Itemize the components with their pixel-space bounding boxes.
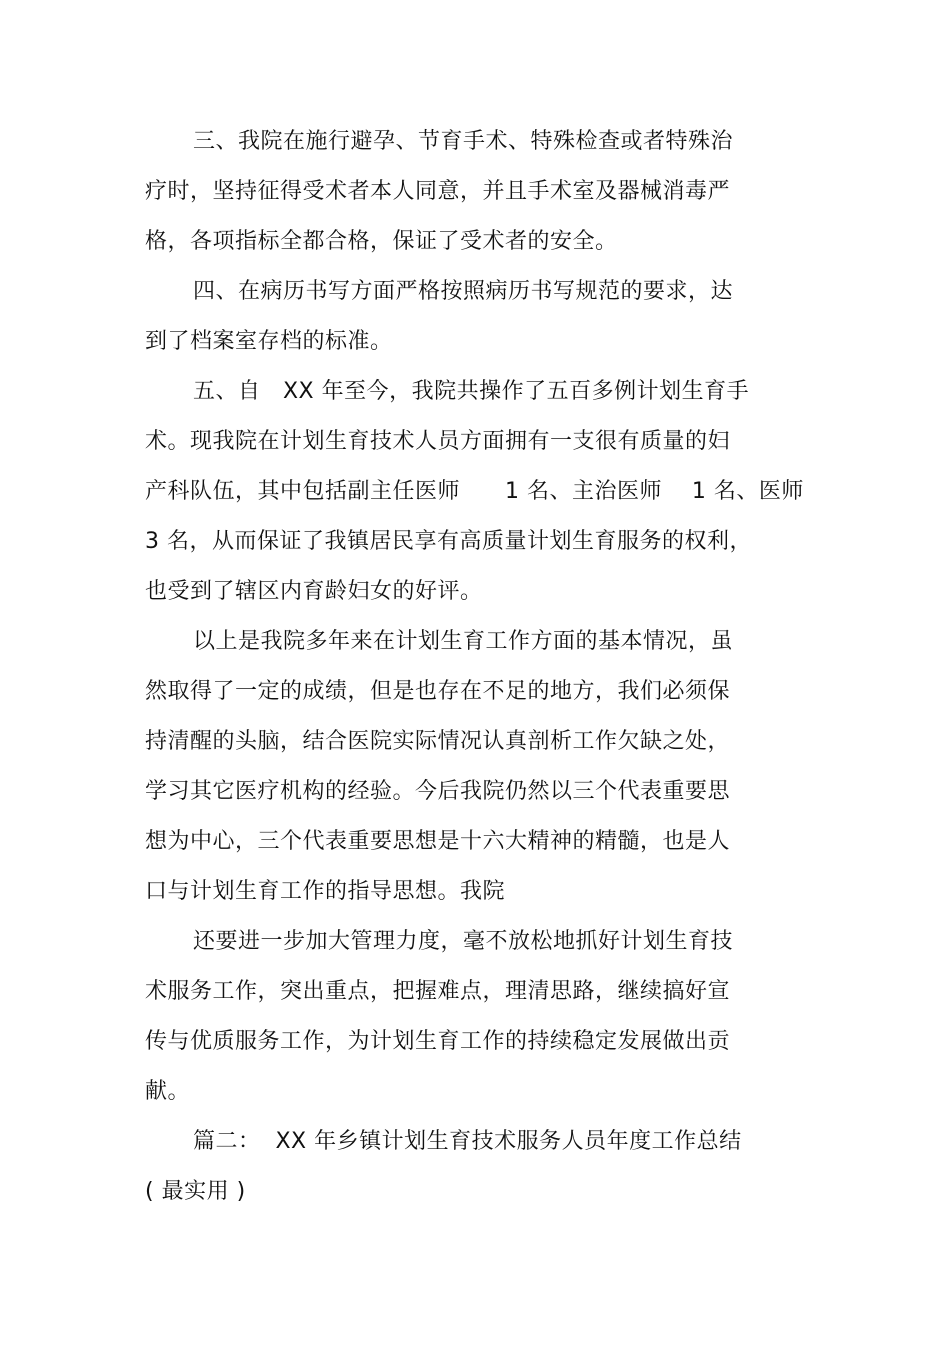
text-line: 三、我院在施行避孕、节育手术、特殊检查或者特殊治 [193,129,734,154]
text-line: 术服务工作，突出重点，把握难点，理清思路，继续搞好宣 [145,979,731,1004]
text-line: 想为中心，三个代表重要思想是十六大精神的精髓，也是人 [145,829,731,854]
text-line: 持清醒的头脑，结合医院实际情况认真剖析工作欠缺之处， [145,729,731,754]
text-line: 学习其它医疗机构的经验。今后我院仍然以三个代表重要思 [145,779,731,804]
text-line: 五、自 XX 年至今，我院共操作了五百多例计划生育手 [193,379,750,404]
text-line: 术。现我院在计划生育技术人员方面拥有一支很有质量的妇 [145,429,731,454]
text-line: 还要进一步加大管理力度，毫不放松地抓好计划生育技 [193,929,734,954]
section-heading: 篇二： XX 年乡镇计划生育技术服务人员年度工作总结 [193,1129,742,1154]
text-line: 疗时，坚持征得受术者本人同意，并且手术室及器械消毒严 [145,179,731,204]
text-line: 献。 [145,1079,191,1104]
text-line: 口与计划生育工作的指导思想。我院 [145,879,506,904]
text-line: 格，各项指标全都合格，保证了受术者的安全。 [145,229,618,254]
text-line: 四、在病历书写方面严格按照病历书写规范的要求，达 [193,279,734,304]
text-line: 也受到了辖区内育龄妇女的好评。 [145,579,483,604]
text-line: 传与优质服务工作，为计划生育工作的持续稳定发展做出贡 [145,1029,731,1054]
text-line: 3 名，从而保证了我镇居民享有高质量计划生育服务的权利， [145,529,752,554]
text-line: 以上是我院多年来在计划生育工作方面的基本情况，虽 [193,629,734,654]
section-heading-suffix: ( 最实用 ) [145,1179,246,1204]
text-line: 产科队伍，其中包括副主任医师 1 名、主治医师 1 名、医师 [145,479,804,504]
text-line: 然取得了一定的成绩，但是也存在不足的地方，我们必须保 [145,679,731,704]
text-line: 到了档案室存档的标准。 [145,329,393,354]
